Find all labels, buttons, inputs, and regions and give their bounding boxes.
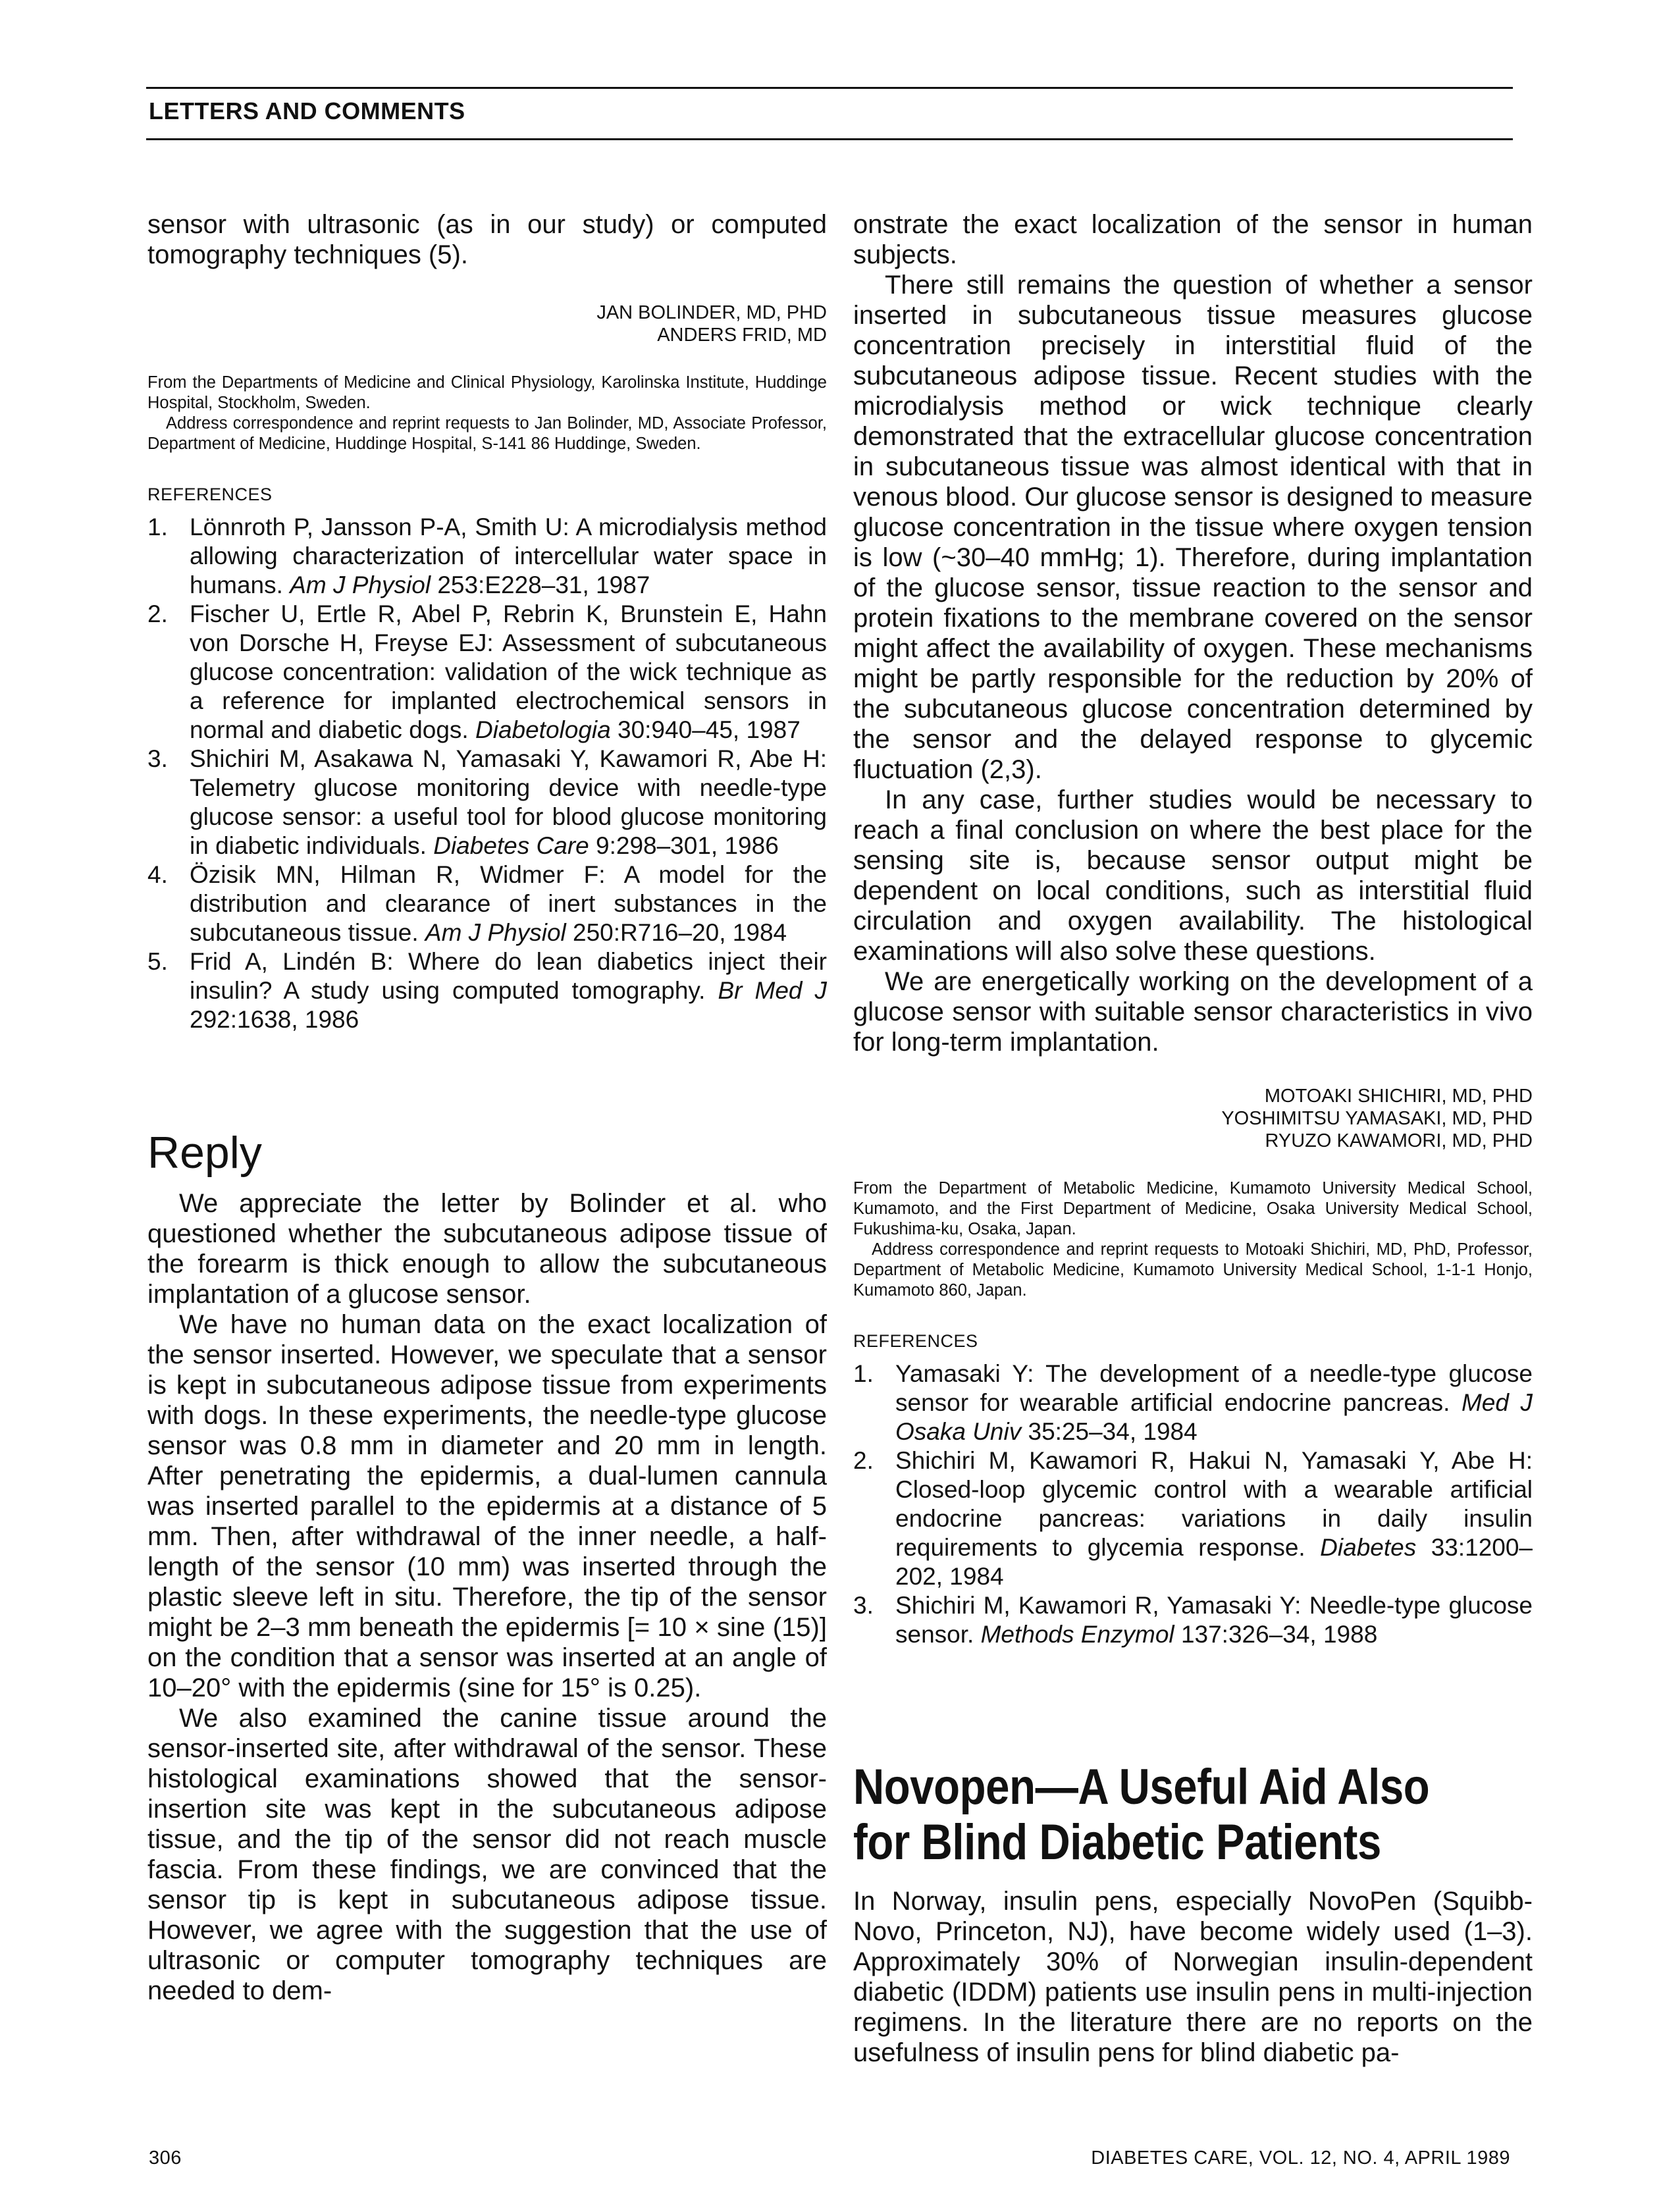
reference-item (147, 745, 827, 860)
novopen-body (853, 1886, 1533, 2068)
signature-line: MOTOAKI SHICHIRI, MD, PHD (1264, 1086, 1533, 1107)
reply-paragraph: In any case, further studies would be necessary to reach a final conclusion on where the best place for the sensing site is, because sensor output might be dependent on local conditions, such as interstitial fluid circulation and oxygen availability. The histological examinations will also solve these questions. (853, 785, 1533, 966)
reference-number: 3. (853, 1592, 874, 1619)
letter-references (147, 513, 827, 1034)
journal-citation: DIABETES CARE, VOL. 12, NO. 4, APRIL 1989 (1091, 2147, 1510, 2169)
reference-number: 4. (147, 861, 168, 888)
affiliation-paragraph: From the Department of Metabolic Medicine, Kumamoto University Medical School, Kumamoto, and the First Department of Medicine, Osaka University Medical School, Fukushima-ku, Osaka, Japan. (853, 1179, 1533, 1238)
reply-body (147, 1188, 827, 2006)
signature-line: YOSHIMITSU YAMASAKI, MD, PHD (1221, 1108, 1533, 1129)
reference-journal: Methods Enzymol (980, 1621, 1174, 1648)
reference-number: 2. (853, 1447, 874, 1474)
reference-item (147, 600, 827, 745)
reply-paragraph: We are energetically working on the development of a glucose sensor with suitable sensor characteristics in vivo for long-term implantation. (853, 967, 1533, 1057)
intro-paragraph: sensor with ultrasonic (as in our study) or computed tomography techniques (5). (147, 210, 827, 269)
reply-references (853, 1359, 1533, 1649)
reference-number: 2. (147, 600, 168, 627)
reference-journal: Diabetologia (475, 716, 611, 743)
reference-text: Frid A, Lindén B: Where do lean diabetics inject their insulin? A study using computed tomography. (190, 948, 827, 1004)
references-title: REFERENCES (853, 1331, 978, 1351)
reference-journal: Am J Physiol (425, 919, 566, 946)
reference-journal: Br Med J (718, 977, 828, 1004)
reference-cite: 33:1200–202, 1984 (895, 1534, 1533, 1590)
reference-cite: 292:1638, 1986 (190, 1006, 359, 1033)
letter-signatures (147, 302, 827, 346)
reference-text: Özisik MN, Hilman R, Widmer F: A model for the distribution and clearance of inert substances in the subcutaneous tissue. (190, 861, 827, 946)
reference-journal: Am J Physiol (290, 571, 431, 598)
reference-item (853, 1591, 1533, 1649)
reply-paragraph: We also examined the canine tissue around the sensor-inserted site, after withdrawal of the sensor. These histological examinations showed that the sensor-insertion site was kept in the subcutaneous adipose tissue, and the tip of the sensor did not reach muscle fascia. From these findings, we are convinced that the sensor tip is kept in subcutaneous adipose tissue. However, we agree with the suggestion that the use of ultrasonic or computer tomography techniques are needed to dem- (147, 1704, 827, 2005)
reference-item (147, 513, 827, 600)
reply-affiliation (853, 1178, 1533, 1301)
reference-item (853, 1359, 1533, 1446)
novopen-title-line: Novopen—A Useful Aid Also (853, 1759, 1430, 1815)
signature-line: JAN BOLINDER, MD, PHD (596, 302, 827, 323)
letter-affiliation (147, 373, 827, 454)
reply-heading: Reply (147, 1128, 262, 1178)
reference-cite: 253:E228–31, 1987 (437, 571, 650, 598)
reply-signatures (853, 1085, 1533, 1152)
reply-paragraph: We have no human data on the exact localization of the sensor inserted. However, we speculate that a sensor is kept in subcutaneous adipose tissue from experiments with dogs. In these experiments, the needle-type glucose sensor was 0.8 mm in diameter and 20 mm in length. After penetrating the epidermis, a dual-lumen cannula was inserted parallel to the epidermis at a distance of 5 mm. Then, after withdrawal of the inner needle, a half-length of the sensor (10 mm) was inserted through the plastic sleeve left in situ. Therefore, the tip of the sensor might be 2–3 mm beneath the epidermis [= 10 × sine (15)] on the condition that a sensor was inserted at an angle of 10–20° with the epidermis (sine for 15° is 0.25). (147, 1310, 827, 1702)
reference-item (147, 947, 827, 1034)
reference-cite: 250:R716–20, 1984 (573, 919, 787, 946)
reference-text: Shichiri M, Kawamori R, Yamasaki Y: Needle-type glucose sensor. (895, 1592, 1533, 1648)
reference-text: Lönnroth P, Jansson P-A, Smith U: A microdialysis method allowing characterization of intercellular water space in humans. (190, 514, 827, 598)
affiliation-paragraph: Address correspondence and reprint requests to Motoaki Shichiri, MD, PhD, Professor, Department of Metabolic Medicine, Kumamoto University Medical School, 1-1-1 Honjo, Kumamoto 860, Japan. (853, 1240, 1533, 1300)
signature-line: RYUZO KAWAMORI, MD, PHD (1265, 1130, 1533, 1151)
affiliation-paragraph: From the Departments of Medicine and Clinical Physiology, Karolinska Institute, Huddinge Hospital, Stockholm, Sweden. (147, 373, 827, 412)
reference-number: 3. (147, 745, 168, 772)
left-column (147, 209, 827, 2006)
reply-paragraph: onstrate the exact localization of the sensor in human subjects. (853, 210, 1533, 269)
right-column (853, 209, 1533, 2068)
page-number: 306 (149, 2147, 182, 2169)
reference-cite: 137:326–34, 1988 (1180, 1621, 1378, 1648)
novopen-title-line: for Blind Diabetic Patients (853, 1814, 1381, 1870)
reference-number: 5. (147, 948, 168, 975)
reference-item (853, 1446, 1533, 1591)
reference-text: Shichiri M, Asakawa N, Yamasaki Y, Kawamori R, Abe H: Telemetry glucose monitoring device with needle-type glucose sensor: a useful tool for blood glucose monitoring in diabetic individuals. (190, 745, 827, 859)
header-top-rule (146, 87, 1513, 89)
affiliation-paragraph: Address correspondence and reprint requests to Jan Bolinder, MD, Associate Professor, Department of Medicine, Huddinge Hospital, S-141 86 Huddinge, Sweden. (147, 414, 827, 453)
reference-number: 1. (853, 1360, 874, 1387)
reference-cite: 35:25–34, 1984 (1028, 1418, 1198, 1445)
section-label: LETTERS AND COMMENTS (149, 97, 465, 124)
references-title: REFERENCES (147, 485, 273, 504)
intro-text (147, 209, 827, 270)
reference-text: Yamasaki Y: The development of a needle-type glucose sensor for wearable artificial endocrine pancreas. (895, 1360, 1533, 1416)
reference-text: Shichiri M, Kawamori R, Hakui N, Yamasaki Y, Abe H: Closed-loop glycemic control with a wearable artificial endocrine pancreas: variations in daily insulin requirements to glycemia response. (895, 1447, 1533, 1561)
reference-cite: 30:940–45, 1987 (618, 716, 801, 743)
reply-paragraph: We appreciate the letter by Bolinder et al. who questioned whether the subcutaneous adipose tissue of the forearm is thick enough to allow the subcutaneous implantation of a glucose sensor. (147, 1189, 827, 1309)
novopen-paragraph: In Norway, insulin pens, especially NovoPen (Squibb-Novo, Princeton, NJ), have become widely used (1–3). Approximately 30% of Norwegian insulin-dependent diabetic (IDDM) patients use insulin pens in multi-injection regimens. In the literature there are no reports on the usefulness of insulin pens for blind diabetic pa- (853, 1887, 1533, 2067)
reply-paragraph: There still remains the question of whether a sensor inserted in subcutaneous tissue measures glucose concentration precisely in interstitial fluid of the subcutaneous adipose tissue. Recent studies with the microdialysis method or wick technique clearly demonstrated that the extracellular glucose concentration in subcutaneous tissue was almost identical with that in venous blood. Our glucose sensor is designed to measure glucose concentration in the tissue where oxygen tension is low (~30–40 mmHg; 1). Therefore, during implantation of the glucose sensor, tissue reaction to the sensor and protein fixations to the membrane covered on the sensor might affect the availability of oxygen. These mechanisms might be partly responsible for the reduction by 20% of the subcutaneous glucose concentration determined by the sensor and the delayed response to glycemic fluctuation (2,3). (853, 271, 1533, 784)
reference-item (147, 860, 827, 947)
signature-line: ANDERS FRID, MD (657, 325, 827, 346)
reference-journal: Med J Osaka Univ (895, 1389, 1533, 1445)
reference-text: Fischer U, Ertle R, Abel P, Rebrin K, Brunstein E, Hahn von Dorsche H, Freyse EJ: Assessment of subcutaneous glucose concentration: validation of the wick technique as a reference for implanted electrochemical sensors in normal and diabetic dogs. (190, 600, 827, 743)
header-bottom-rule (146, 138, 1513, 140)
reply-continued-body (853, 209, 1533, 1057)
reference-journal: Diabetes Care (433, 832, 589, 859)
reference-journal: Diabetes (1320, 1534, 1417, 1561)
novopen-article-heading (853, 1760, 1533, 1870)
reference-number: 1. (147, 514, 168, 540)
reference-cite: 9:298–301, 1986 (596, 832, 779, 859)
